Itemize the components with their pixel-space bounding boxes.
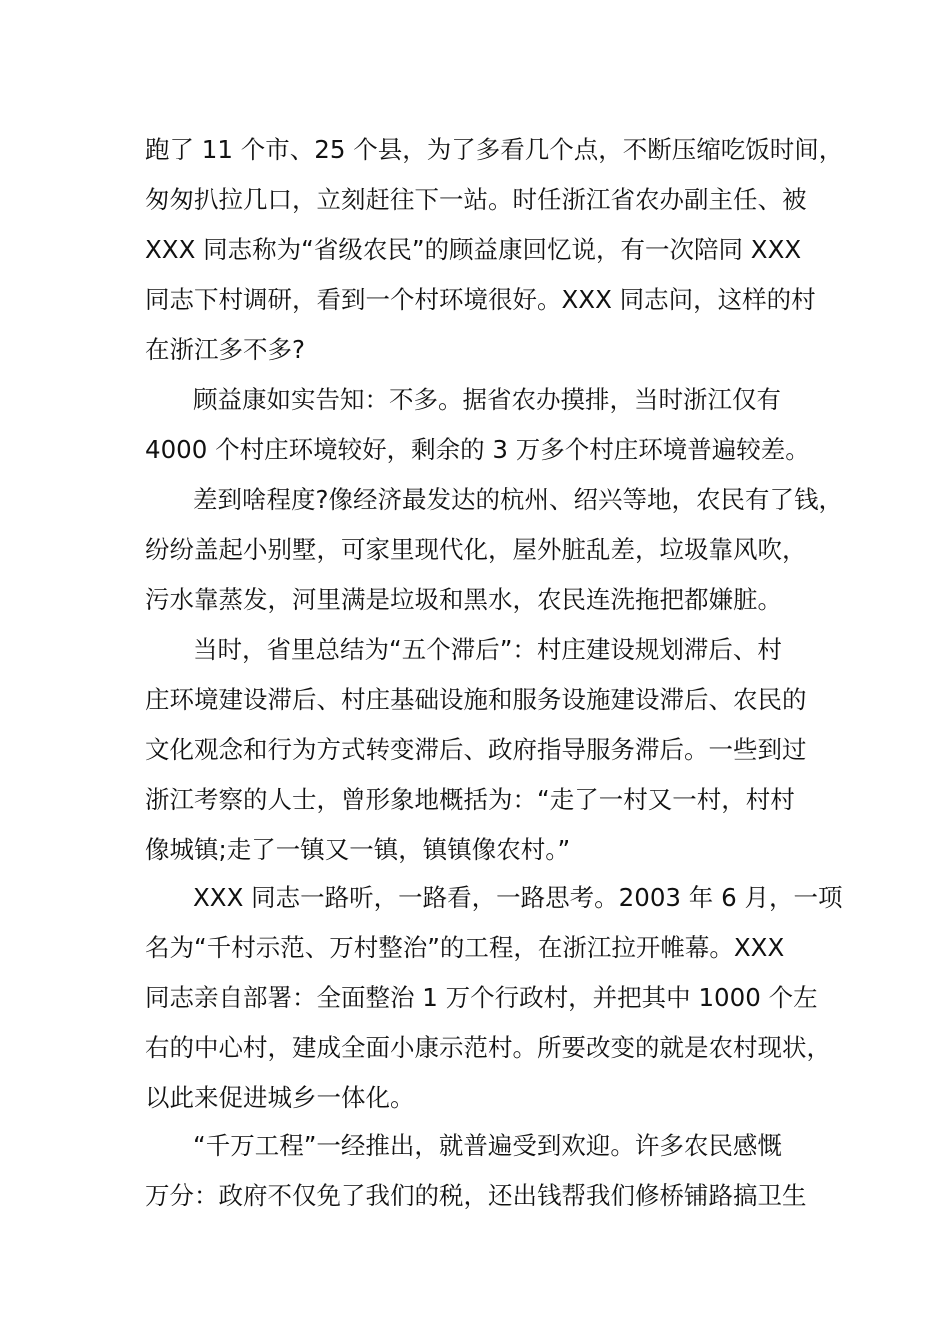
text-line: XXX 同志称为“省级农民”的顾益康回忆说，有一次陪同 XXX: [145, 235, 802, 264]
text-line: 浙江考察的人士，曾形象地概括为：“走了一村又一村，村村: [145, 785, 795, 814]
text-line: 在浙江多不多?: [145, 335, 306, 364]
text-line: 以此来促进城乡一体化。: [145, 1083, 415, 1112]
text-line: 4000 个村庄环境较好，剩余的 3 万多个村庄环境普遍较差。: [145, 435, 810, 464]
text-line: 名为“千村示范、万村整治”的工程，在浙江拉开帷幕。XXX: [145, 933, 785, 962]
text-line: 右的中心村，建成全面小康示范村。所要改变的就是农村现状，: [145, 1033, 831, 1062]
text-line: 纷纷盖起小别墅，可家里现代化，屋外脏乱差，垃圾靠风吹，: [145, 535, 807, 564]
paragraph-first-line: “千万工程”一经推出，就普遍受到欢迎。许多农民感慨: [193, 1131, 782, 1160]
paragraph-first-line: XXX 同志一路听，一路看，一路思考。2003 年 6 月，一项: [193, 883, 843, 912]
text-line: 匆匆扒拉几口，立刻赶往下一站。时任浙江省农办副主任、被: [145, 185, 807, 214]
text-line: 污水靠蒸发，河里满是垃圾和黑水，农民连洗拖把都嫌脏。: [145, 585, 782, 614]
text-line: 万分：政府不仅免了我们的税，还出钱帮我们修桥铺路搞卫生: [145, 1181, 807, 1210]
paragraph-first-line: 差到啥程度?像经济最发达的杭州、绍兴等地，农民有了钱，: [193, 485, 844, 514]
paragraph-first-line: 顾益康如实告知：不多。据省农办摸排，当时浙江仅有: [193, 385, 781, 414]
text-line: 庄环境建设滞后、村庄基础设施和服务设施建设滞后、农民的: [145, 685, 807, 714]
paragraph-first-line: 当时，省里总结为“五个滞后”：村庄建设规划滞后、村: [193, 635, 782, 664]
text-line: 跑了 11 个市、25 个县，为了多看几个点，不断压缩吃饭时间，: [145, 135, 844, 164]
text-line: 同志下村调研，看到一个村环境很好。XXX 同志问，这样的村: [145, 285, 816, 314]
text-line: 同志亲自部署：全面整治 1 万个行政村，并把其中 1000 个左: [145, 983, 818, 1012]
text-line: 文化观念和行为方式转变滞后、政府指导服务滞后。一些到过: [145, 735, 807, 764]
text-line: 像城镇;走了一镇又一镇，镇镇像农村。”: [145, 835, 571, 864]
